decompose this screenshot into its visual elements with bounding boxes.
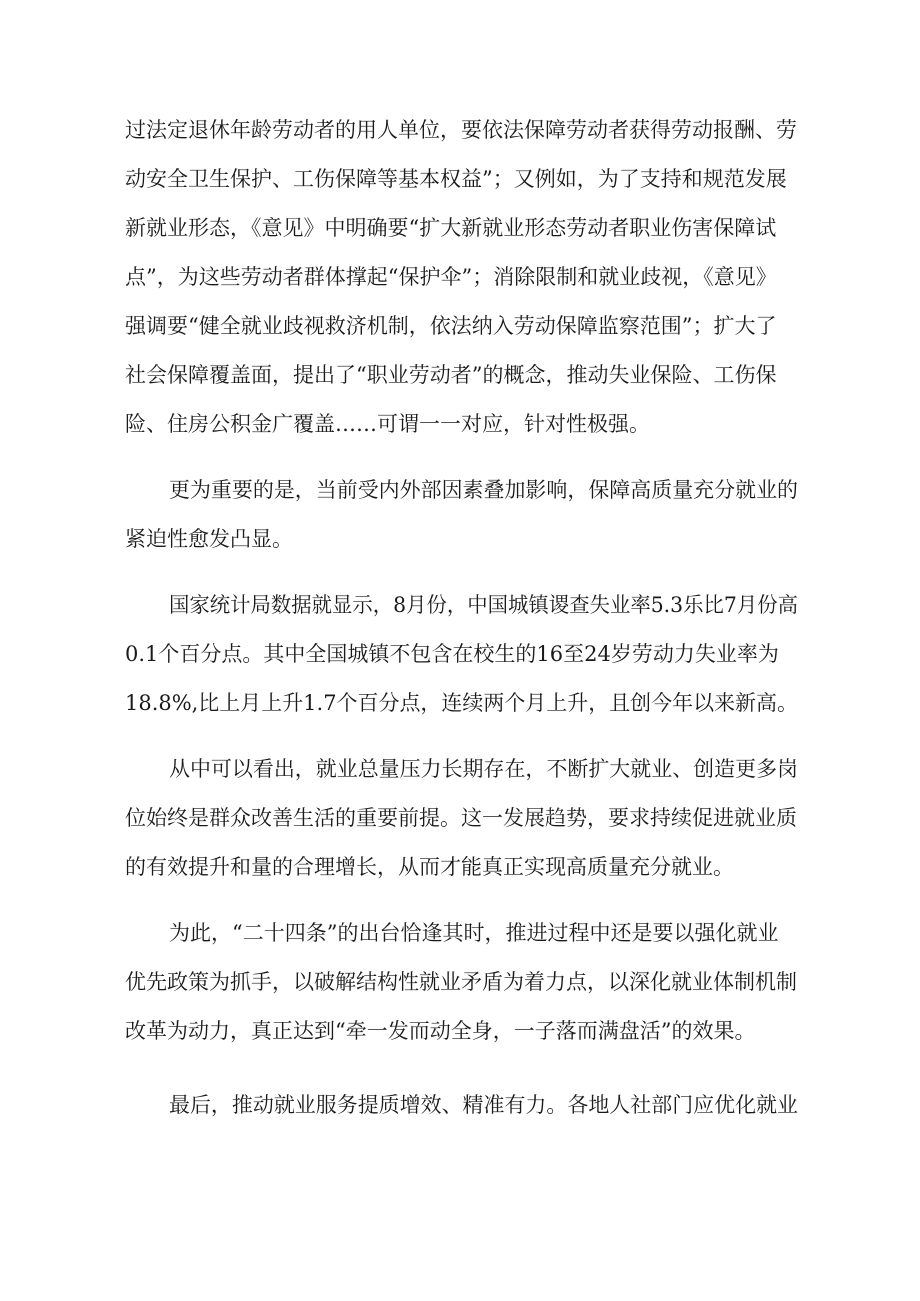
text-line: 为此，“二十四条”的出台恰逢其时，推进过程中还是要以强化就业 (169, 921, 779, 945)
text-line: 优先政策为抓手，以破解结构性就业矛盾为着力点，以深化就业体制机制 (125, 970, 797, 994)
paragraph-4-line-1 (0, 747, 920, 791)
paragraph-3-line-2 (0, 632, 920, 676)
text-line: 社会保障覆盖面，提出了“职业劳动者”的概念，推动失业保险、工伤保 (125, 363, 777, 387)
paragraph-1-line-2 (0, 157, 920, 201)
paragraph-6-line-1 (0, 1083, 920, 1127)
paragraph-3-line-3 (0, 681, 920, 725)
text-line: 动安全卫生保护、工伤保障等基本权益”；又例如，为了支持和规范发展 (125, 167, 787, 191)
paragraph-3-line-1 (0, 583, 920, 627)
paragraph-5-line-1 (0, 911, 920, 955)
text-line: 18.8%,比上月上升1.7个百分点，连续两个月上升，且创今年以来新高。 (125, 691, 798, 715)
paragraph-1-line-6 (0, 353, 920, 397)
text-line: 的有效提升和量的合理增长，从而才能真正实现高质量充分就业。 (125, 855, 734, 879)
text-line: 险、住房公积金广覆盖……可谓一一对应，针对性极强。 (125, 412, 650, 436)
text-line: 0.1个百分点。其中全国城镇不包含在校生的16至24岁劳动力失业率为 (125, 642, 779, 666)
text-line: 紧迫性愈发凸显。 (125, 527, 293, 551)
paragraph-4-line-3 (0, 845, 920, 889)
paragraph-1-line-1 (0, 108, 920, 152)
text-line: 点”，为这些劳动者群体撑起“保护伞”；消除限制和就业歧视，《意见》 (125, 265, 777, 289)
paragraph-2-line-2 (0, 517, 920, 561)
paragraph-4-line-2 (0, 796, 920, 840)
paragraph-5-line-2 (0, 960, 920, 1004)
text-line: 新就业形态，《意见》中明确要“扩大新就业形态劳动者职业伤害保障试 (125, 216, 777, 240)
paragraph-5-line-3 (0, 1009, 920, 1053)
paragraph-1-line-7 (0, 402, 920, 446)
paragraph-2-line-1 (0, 468, 920, 512)
text-line: 改革为动力，真正达到“牵一发而动全身，一子落而满盘活”的效果。 (125, 1019, 756, 1043)
text-line: 强调要“健全就业歧视救济机制，依法纳入劳动保障监察范围”；扩大了 (125, 314, 777, 338)
text-line: 国家统计局数据就显示，8月份，中国城镇谡查失业率5.3乐比7月份高 (169, 593, 798, 617)
text-line: 最后，推动就业服务提质增效、精准有力。各地人社部门应优化就业 (169, 1093, 798, 1117)
paragraph-1-line-4 (0, 255, 920, 299)
text-line: 从中可以看出，就业总量压力长期存在，不断扩大就业、创造更多岗 (169, 757, 798, 781)
text-line: 更为重要的是，当前受内外部因素叠加影响，保障高质量充分就业的 (169, 478, 798, 502)
text-line: 过法定退休年龄劳动者的用人单位，要依法保障劳动者获得劳动报酬、劳 (125, 118, 797, 142)
text-line: 位始终是群众改善生活的重要前提。这一发展趋势，要求持续促进就业质 (125, 806, 797, 830)
paragraph-1-line-5 (0, 304, 920, 348)
paragraph-1-line-3 (0, 206, 920, 250)
